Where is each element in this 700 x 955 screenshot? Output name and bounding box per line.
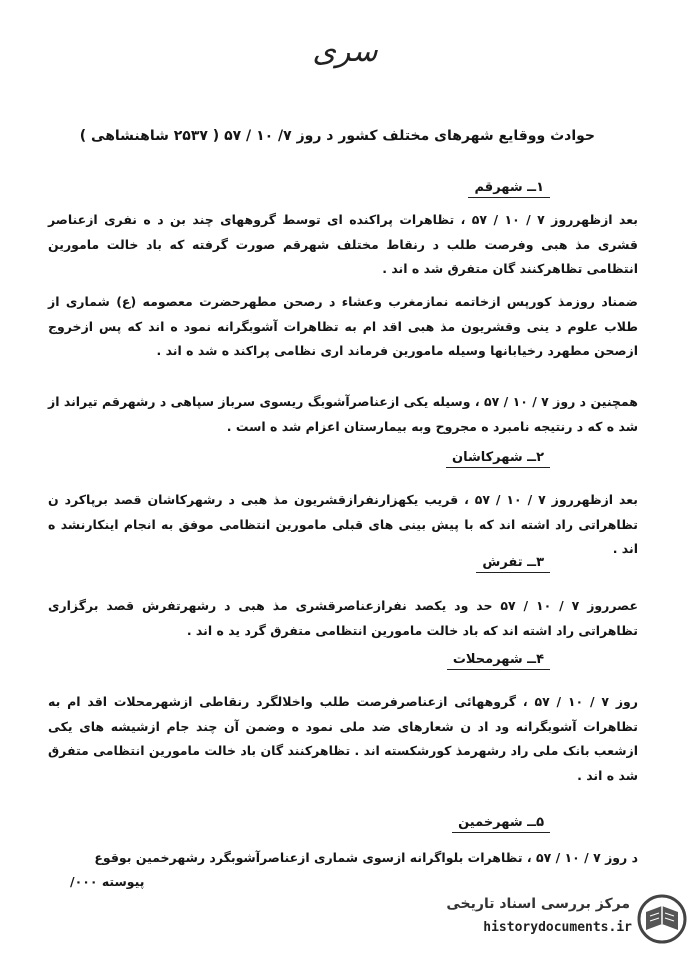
section-heading-khomein: ۵ــ شهرخمین [452, 815, 550, 832]
section-paragraph: عصرروز ۷ / ۱۰ / ۵۷ حد ود یکصد نفرازعناصرقشری مذ هبی د رشهرتفرش قصد برگزاری تظاهراتی راد اشته اند که باد خالت مامورین انتظامی متفرق گرد ید ه اند . [48, 598, 638, 638]
section-paragraph: د روز ۷ / ۱۰ / ۵۷ ، تظاهرات بلواگرانه ازسوی شماری ازعناصرآشوبگرد رشهرخمین بوقوع [94, 850, 638, 865]
section-paragraph: بعد ازظهرروز ۷ / ۱۰ / ۵۷ ، قریب یکهزارنفرازقشریون مذ هبی د رشهرکاشان قصد برپاکرد ن تظاهراتی راد اشته اند که با پیش بینی های قبلی مامورین انتظامی موفق به انجام اینکارنشد ه اند . [48, 492, 638, 556]
watermark-name: مرکز بررسی اسناد تاریخی [446, 896, 630, 912]
section-heading-tafresh: ۳ــ تفرش [476, 555, 550, 572]
section-paragraph: ضمناد روزمذ کورپس ازخاتمه نمازمغرب وعشاء د رصحن مطهرحضرت معصومه (ع) شماری از طلاب علوم د ینی وقشریون مذ هبی اقد ام به تظاهرات آشوبگرانه نمود ه اند که پس ازخروج ازصحن مطهرد رخیابانها وسیله مامورین فرماند اری نظامی پراکند ه شد ه اند . [48, 294, 638, 358]
section-paragraph: روز ۷ / ۱۰ / ۵۷ ، گروههائی ازعناصرفرصت طلب واخلالگرد رنقاطی ازشهرمحلات اقد ام به تظاهرات آشوبگرانه ود اد ن شعارهای ضد ملی نمود ه وضمن آن چند جام ازشیشه های یکی ازشعب بانک ملی راد رشهرمذ کورشکسته اند . تظاهرکنند گان باد خالت مامورین انتظامی متفرق شد ه اند . [48, 694, 638, 783]
book-logo-icon [636, 894, 688, 944]
section-paragraph: همچنین د روز ۷ / ۱۰ / ۵۷ ، وسیله یکی ازعناصرآشوبگ ریسوی سرباز سپاهی د رشهرقم تیراند از شد ه که د رنتیجه نامبرد ه مجروح وبه بیمارستان اعزام شد ه است . [48, 394, 638, 434]
section-heading-kashan: ۲ــ شهرکاشان [446, 450, 550, 467]
watermark [410, 890, 692, 948]
section-heading-mahallat: ۴ــ شهرمحلات [447, 652, 550, 669]
continuation-mark: پیوسته ۰۰۰/ [70, 874, 145, 889]
document-title: حوادث ووقایع شهرهای مختلف کشور د روز ۷/ ۱۰ / ۵۷ ( ۲۵۳۷ شاهنشاهی ) [79, 128, 595, 144]
classification-mark: سری [312, 34, 378, 69]
section-heading-qom: ۱ــ شهرقم [468, 180, 550, 197]
watermark-site: historydocuments.ir [483, 920, 632, 935]
section-paragraph: بعد ازظهرروز ۷ / ۱۰ / ۵۷ ، تظاهرات پراکنده ای توسط گروههای چند بن د ه نفری ازعناصر قشری مذ هبی وفرصت طلب د رنقاط مختلف شهرقم صورت گرفته که باد خالت مامورین انتظامی تظاهرکنند گان متفرق شد ه اند . [48, 212, 638, 276]
